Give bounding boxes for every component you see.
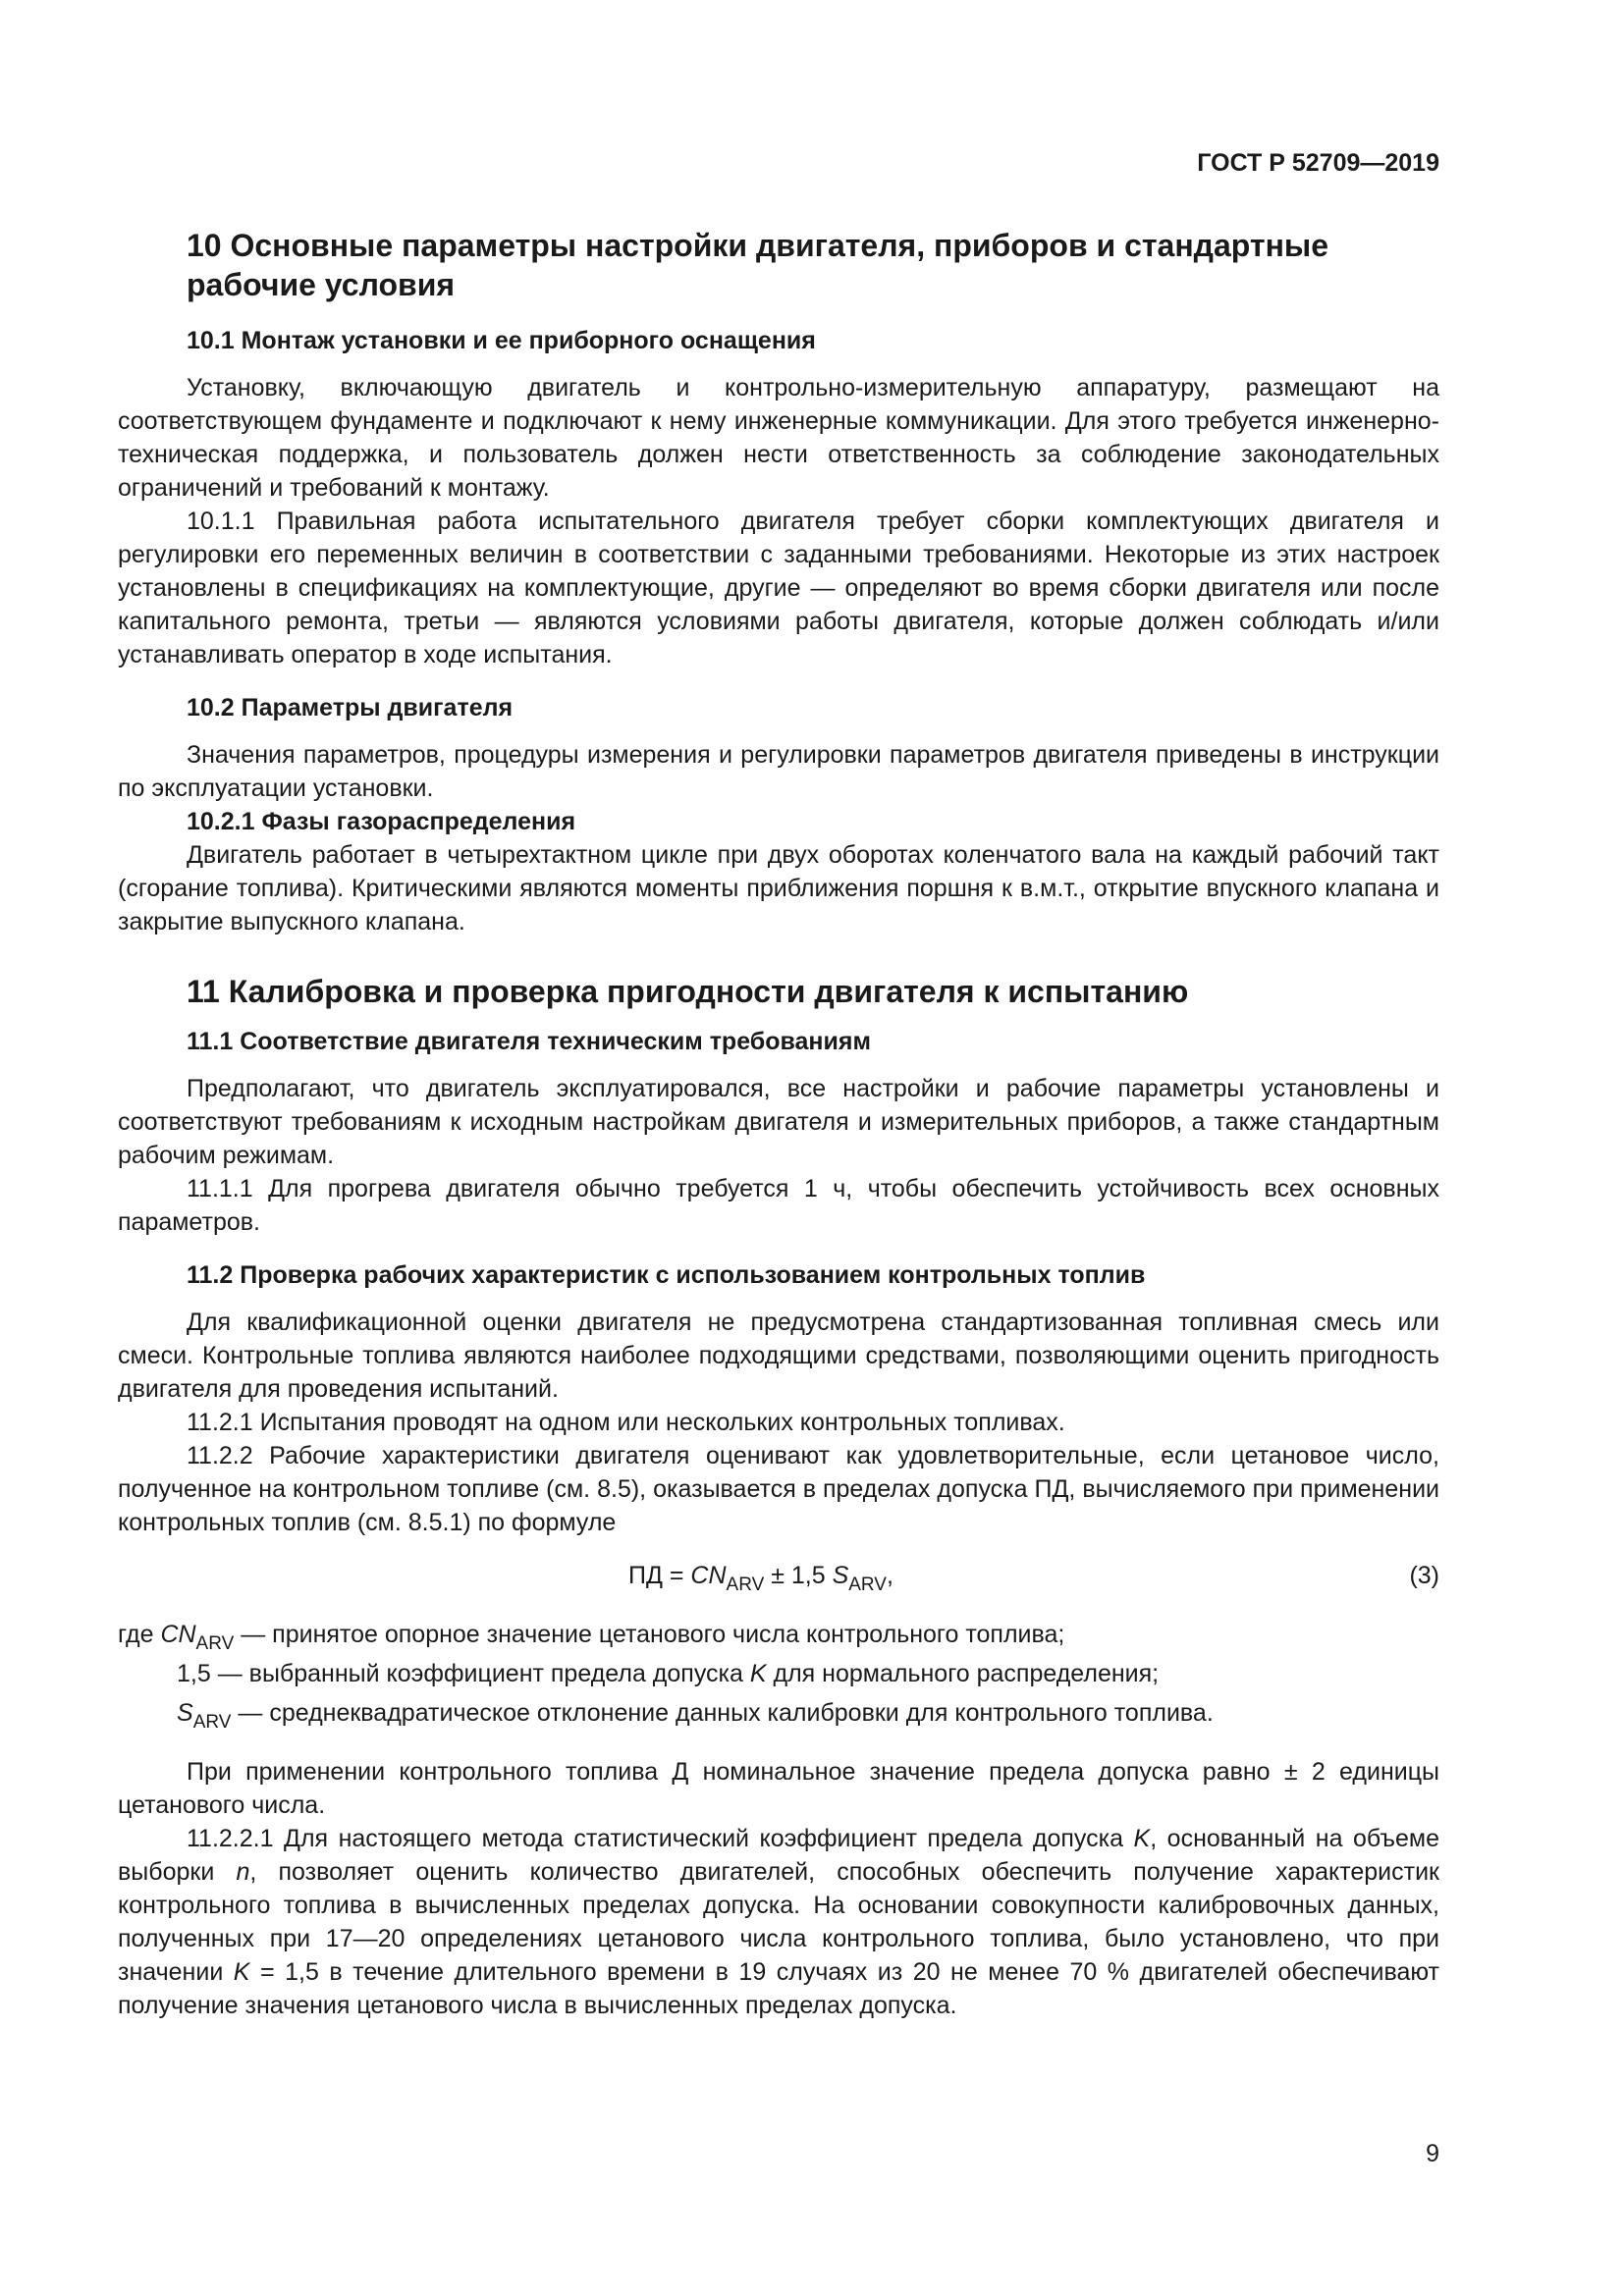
section-10-title-line2: рабочие условия <box>187 267 456 302</box>
section-10-title <box>187 226 1439 304</box>
paragraph-10-1-1: 10.1.1 Правильная работа испытательного двигателя требует сборки комплектующих двигателя и регулировки его переменных величин в соответствии с заданными требованиями. Некоторые из этих настроек установлены в спецификациях на комплектующие, другие — определяют во время сборки двигателя или после капитального ремонта, третьи — являются условиями работы двигателя, которые должен соблюдать и/или устанавливать оператор в ходе испытания. <box>118 507 1439 668</box>
formula-number: (3) <box>1409 1562 1439 1589</box>
subsection-10-1-title: 10.1 Монтаж установки и ее приборного оснащения <box>187 327 816 354</box>
page-content <box>118 226 1439 2022</box>
section-10-title-line1: 10 Основные параметры настройки двигателя, приборов и стандартные <box>187 228 1329 263</box>
paragraph-11-1: Предполагают, что двигатель эксплуатировался, все настройки и рабочие параметры установлены и соответствуют требованиям к исходным настройкам двигателя и измерительных приборов, а также стандартным рабочим режимам. <box>118 1075 1439 1169</box>
paragraph-11-2-2: 11.2.2 Рабочие характеристики двигателя оценивают как удовлетворительные, если цетановое число, полученное на контрольном топливе (см. 8.5), оказывается в пределах допуска ПД, вычисляемого при применении контрольных топлив (см. 8.5.1) по формуле <box>118 1442 1439 1536</box>
paragraph-10-2-1: Двигатель работает в четырехтактном цикле при двух оборотах коленчатого вала на каждый рабочий такт (сгорание топлива). Критическими являются моменты приближения поршня к в.м.т., открытие впускного клапана и закрытие выпускного клапана. <box>118 841 1439 935</box>
paragraph-11-2-1: 11.2.1 Испытания проводят на одном или нескольких контрольных топливах. <box>187 1409 1065 1436</box>
paragraph-10-2: Значения параметров, процедуры измерения и регулировки параметров двигателя приведены в инструкции по эксплуатации установки. <box>118 741 1439 802</box>
paragraph-11-2: Для квалификационной оценки двигателя не предусмотрена стандартизованная топливная смесь или смеси. Контрольные топлива являются наиболее подходящими средствами, позволяющими оценить пригодность двигателя для проведения испытаний. <box>118 1308 1439 1403</box>
where-term-cn: где $CN_{ARV}$ — принятое опорное значение цетанового числа контрольного топлива; <box>118 1621 1065 1654</box>
formula-3 <box>118 1559 1439 1598</box>
formula-expression: ПД = $CN_{ARV} \pm 1,5$ $S_{ARV}$, <box>628 1562 893 1595</box>
subsection-11-2-title: 11.2 Проверка рабочих характеристик с использованием контрольных топлив <box>187 1261 1146 1289</box>
paragraph-10-1: Установку, включающую двигатель и контрольно-измерительную аппаратуру, размещают на соответствующем фундаменте и подключают к нему инженерные коммуникации. Для этого требуется инженерно-техническая поддержка, и пользователь должен нести ответственность за соблюдение законодательных ограничений и требований к монтажу. <box>118 374 1439 502</box>
subsection-10-2-1-title: 10.2.1 Фазы газораспределения <box>187 808 576 835</box>
where-item-s <box>118 1696 1439 1735</box>
where-term-k: 1,5 — выбранный коэффициент предела допуска K для нормального распределения; <box>177 1660 1160 1687</box>
page-number: 9 <box>1426 2140 1439 2167</box>
where-item-cn <box>118 1618 1439 1657</box>
paragraph-11-2-2-1: 11.2.2.1 Для настоящего метода статистический коэффициент предела допуска K, основанный на объеме выборки n, позволяет оценить количество двигателей, способных обеспечить получение характеристик контрольного топлива в вычисленных пределах допуска. На основании совокупности калибровочных данных, полученных при 17—20 определениях цетанового числа контрольного топлива, было установлено, что при значении K = 1,5 в течение длительного времени в 19 случаях из 20 не менее 70 % двигателей обеспечивают получение значения цетанового числа в вычисленных пределах допуска. <box>118 1825 1439 2019</box>
paragraph-tolerance-d: При применении контрольного топлива Д номинальное значение предела допуска равно ± 2 единицы цетанового числа. <box>118 1758 1439 1819</box>
subsection-10-2-title: 10.2 Параметры двигателя <box>187 694 514 721</box>
subsection-11-1-title: 11.1 Соответствие двигателя техническим требованиям <box>187 1028 871 1055</box>
section-11-title: 11 Калибровка и проверка пригодности двигателя к испытанию <box>187 974 1189 1009</box>
document-code: ГОСТ Р 52709—2019 <box>1197 149 1439 177</box>
paragraph-11-1-1: 11.1.1 Для прогрева двигателя обычно требуется 1 ч, чтобы обеспечить устойчивость всех основных параметров. <box>118 1175 1439 1236</box>
where-term-s: $S_{ARV}$ — среднеквадратическое отклонение данных калибровки для контрольного топлива. <box>177 1699 1214 1733</box>
where-item-k <box>118 1657 1439 1696</box>
